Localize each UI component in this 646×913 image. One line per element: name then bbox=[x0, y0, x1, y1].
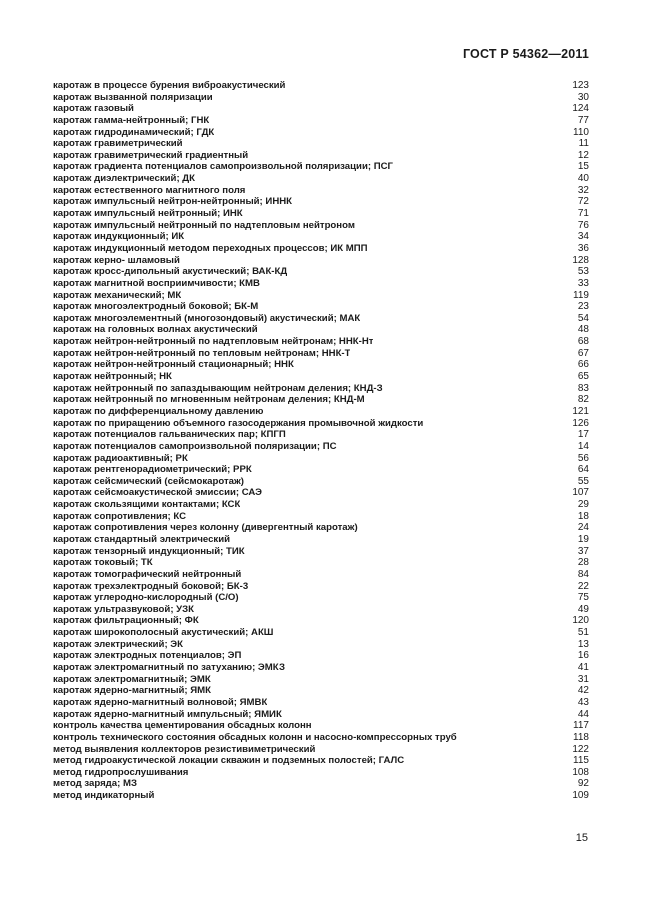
index-term: каротаж электромагнитный по затуханию; ЭМКЗ bbox=[53, 662, 285, 674]
index-entry bbox=[53, 359, 589, 371]
index-entry bbox=[53, 755, 589, 767]
index-term: каротаж индукционный методом переходных процессов; ИК МПП bbox=[53, 242, 368, 254]
index-page-ref: 29 bbox=[577, 499, 589, 511]
index-term: каротаж естественного магнитного поля bbox=[53, 184, 246, 196]
index-page-ref: 56 bbox=[577, 452, 589, 464]
index-term: каротаж трехэлектродный боковой; БК-3 bbox=[53, 580, 249, 592]
index-term: каротаж ядерно-магнитный импульсный; ЯМИК bbox=[53, 708, 282, 720]
index-entry bbox=[53, 185, 589, 197]
index-term: метод индикаторный bbox=[53, 790, 155, 802]
index-page-ref: 55 bbox=[577, 475, 589, 487]
index-entry bbox=[53, 639, 589, 651]
index-entry bbox=[53, 744, 589, 756]
index-term: каротаж диэлектрический; ДК bbox=[53, 173, 195, 185]
index-entry bbox=[53, 720, 589, 732]
index-term: каротаж многоэлектродный боковой; БК-М bbox=[53, 301, 259, 313]
index-entry bbox=[53, 255, 589, 267]
index-entry bbox=[53, 103, 589, 115]
index-page-ref: 15 bbox=[577, 161, 589, 173]
index-entry bbox=[53, 569, 589, 581]
index-page-ref: 121 bbox=[572, 405, 589, 417]
index-entry bbox=[53, 604, 589, 616]
index-page-ref: 82 bbox=[577, 394, 589, 406]
index-page-ref: 23 bbox=[577, 301, 589, 313]
index-entry bbox=[53, 301, 589, 313]
index-entry bbox=[53, 383, 589, 395]
index-term: каротаж стандартный электрический bbox=[53, 533, 231, 545]
index-page-ref: 115 bbox=[573, 755, 589, 767]
index-entry bbox=[53, 790, 589, 802]
index-entry bbox=[53, 266, 589, 278]
index-term: каротаж сейсмоакустической эмиссии; САЭ bbox=[53, 487, 262, 499]
index-page-ref: 67 bbox=[577, 347, 589, 359]
index-term: метод заряда; МЗ bbox=[53, 778, 137, 790]
index-page-ref: 76 bbox=[577, 219, 589, 231]
index-term: каротаж широкополосный акустический; АКШ bbox=[53, 627, 274, 639]
index-term: каротаж гидродинамический; ГДК bbox=[53, 126, 215, 138]
index-entry bbox=[53, 290, 589, 302]
index-page-ref: 119 bbox=[573, 289, 589, 301]
index-entry bbox=[53, 278, 589, 290]
index-term: каротаж нейтрон-нейтронный по надтепловым нейтронам; ННК-Нт bbox=[53, 336, 374, 348]
index-entry bbox=[53, 511, 589, 523]
index-entry bbox=[53, 778, 589, 790]
index-page-ref: 84 bbox=[577, 568, 589, 580]
index-entry bbox=[53, 394, 589, 406]
index-term: каротаж индукционный; ИК bbox=[53, 231, 185, 243]
index-entry bbox=[53, 208, 589, 220]
index-entry bbox=[53, 429, 589, 441]
index-entry bbox=[53, 464, 589, 476]
index-term: каротаж импульсный нейтронный; ИНК bbox=[53, 208, 243, 220]
index-page-ref: 72 bbox=[577, 196, 589, 208]
index-entry bbox=[53, 476, 589, 488]
index-entry bbox=[53, 92, 589, 104]
index-entry bbox=[53, 499, 589, 511]
index-term: каротаж рентгенорадиометрический; РРК bbox=[53, 464, 252, 476]
index-page-ref: 126 bbox=[572, 417, 589, 429]
index-page-ref: 68 bbox=[577, 336, 589, 348]
index-term: метод гидроакустической локации скважин и подземных полостей; ГАЛС bbox=[53, 755, 405, 767]
index-page-ref: 108 bbox=[572, 766, 589, 778]
index-page-ref: 92 bbox=[577, 778, 589, 790]
index-entry bbox=[53, 627, 589, 639]
index-term: каротаж импульсный нейтрон-нейтронный; ИННК bbox=[53, 196, 293, 208]
index-page-ref: 64 bbox=[577, 464, 589, 476]
index-entry bbox=[53, 441, 589, 453]
index-page-ref: 120 bbox=[572, 615, 589, 627]
index-term: метод гидропрослушивания bbox=[53, 766, 189, 778]
index-entry bbox=[53, 418, 589, 430]
index-page-ref: 30 bbox=[577, 91, 589, 103]
index-term: контроль технического состояния обсадных колонн и насосно-компрессорных труб bbox=[53, 731, 457, 743]
index-page-ref: 24 bbox=[577, 522, 589, 534]
index-page-ref: 66 bbox=[577, 359, 589, 371]
index-page-ref: 48 bbox=[577, 324, 589, 336]
index-page-ref: 123 bbox=[572, 80, 589, 91]
index-page-ref: 13 bbox=[577, 638, 589, 650]
index-page-ref: 75 bbox=[577, 592, 589, 604]
index-page-ref: 18 bbox=[577, 510, 589, 522]
index-term: каротаж нейтрон-нейтронный по тепловым нейтронам; ННК-Т bbox=[53, 347, 351, 359]
index-entry bbox=[53, 685, 589, 697]
index-entry bbox=[53, 534, 589, 546]
index-page-ref: 122 bbox=[572, 743, 589, 755]
index-page-ref: 51 bbox=[577, 627, 589, 639]
index-term: каротаж углеродно-кислородный (С/О) bbox=[53, 592, 239, 604]
index-term: каротаж импульсный нейтронный по надтепловым нейтроном bbox=[53, 219, 355, 231]
index-term: каротаж по дифференциальному давлению bbox=[53, 405, 264, 417]
index-page-ref: 43 bbox=[577, 696, 589, 708]
index-entry bbox=[53, 173, 589, 185]
index-page-ref: 118 bbox=[573, 731, 589, 743]
index-page-ref: 40 bbox=[577, 173, 589, 185]
index-page-ref: 109 bbox=[572, 790, 589, 802]
index-term: каротаж нейтронный по запаздывающим нейтронам деления; КНД-З bbox=[53, 382, 383, 394]
index-page-ref: 53 bbox=[577, 266, 589, 278]
index-term: каротаж на головных волнах акустический bbox=[53, 324, 258, 336]
index-page-ref: 65 bbox=[577, 371, 589, 383]
index-page-ref: 83 bbox=[577, 382, 589, 394]
index-page-ref: 54 bbox=[577, 312, 589, 324]
index-term: каротаж электромагнитный; ЭМК bbox=[53, 673, 211, 685]
index-entry bbox=[53, 546, 589, 558]
index-page-ref: 128 bbox=[572, 254, 589, 266]
index-entry bbox=[53, 650, 589, 662]
index-page-ref: 19 bbox=[577, 533, 589, 545]
index-entry bbox=[53, 406, 589, 418]
index-term: каротаж градиента потенциалов самопроизвольной поляризации; ПСГ bbox=[53, 161, 393, 173]
index-page-ref: 44 bbox=[577, 708, 589, 720]
index-entry bbox=[53, 324, 589, 336]
index-page-ref: 34 bbox=[577, 231, 589, 243]
index-entry bbox=[53, 581, 589, 593]
index-entry bbox=[53, 348, 589, 360]
index-entry bbox=[53, 732, 589, 744]
index-term: каротаж сопротивления; КС bbox=[53, 510, 187, 522]
index-page-ref: 31 bbox=[577, 673, 589, 685]
index-page-ref: 42 bbox=[577, 685, 589, 697]
index-entry bbox=[53, 313, 589, 325]
index-term: каротаж нейтронный; НК bbox=[53, 371, 172, 383]
index-page-ref: 77 bbox=[577, 114, 589, 126]
index-term: каротаж сопротивления через колонну (дивергентный каротаж) bbox=[53, 522, 358, 534]
index-term: каротаж томографический нейтронный bbox=[53, 568, 242, 580]
index-term: каротаж керно- шламовый bbox=[53, 254, 180, 266]
index-entry bbox=[53, 592, 589, 604]
index-term: каротаж нейтрон-нейтронный стационарный; ННК bbox=[53, 359, 294, 371]
index-entry bbox=[53, 161, 589, 173]
index-term: каротаж гравиметрический градиентный bbox=[53, 149, 249, 161]
index-page-ref: 28 bbox=[577, 557, 589, 569]
index-page-ref: 14 bbox=[577, 440, 589, 452]
index-term: каротаж ультразвуковой; УЗК bbox=[53, 603, 195, 615]
index-page-ref: 49 bbox=[577, 603, 589, 615]
index-term: каротаж электрический; ЭК bbox=[53, 638, 183, 650]
index-term: каротаж сейсмический (сейсмокаротаж) bbox=[53, 475, 244, 487]
index-term: каротаж по приращению объемного газосодержания промывочной жидкости bbox=[53, 417, 424, 429]
index-page-ref: 41 bbox=[577, 662, 589, 674]
index-page-ref: 107 bbox=[572, 487, 589, 499]
index-term: каротаж многоэлементный (многозондовый) акустический; МАК bbox=[53, 312, 361, 324]
index-entry bbox=[53, 80, 589, 92]
index-term: каротаж кросс-дипольный акустический; ВАК-КД bbox=[53, 266, 288, 278]
index-term: каротаж механический; МК bbox=[53, 289, 182, 301]
index-term: каротаж тензорный индукционный; ТИК bbox=[53, 545, 245, 557]
index-page-ref: 11 bbox=[578, 138, 589, 150]
index-term: каротаж газовый bbox=[53, 103, 134, 115]
index-page-ref: 33 bbox=[577, 277, 589, 289]
index-page-ref: 117 bbox=[573, 720, 589, 732]
index-term: каротаж гамма-нейтронный; ГНК bbox=[53, 114, 210, 126]
index-term: каротаж ядерно-магнитный; ЯМК bbox=[53, 685, 212, 697]
index-term: каротаж токовый; ТК bbox=[53, 557, 153, 569]
index-entry bbox=[53, 709, 589, 721]
index-page-ref: 71 bbox=[577, 208, 589, 220]
index-entry bbox=[53, 522, 589, 534]
index-entry bbox=[53, 767, 589, 779]
index-page-ref: 17 bbox=[577, 429, 589, 441]
index-entry bbox=[53, 243, 589, 255]
index-term: каротаж потенциалов самопроизвольной поляризации; ПС bbox=[53, 440, 337, 452]
index-term: каротаж ядерно-магнитный волновой; ЯМВК bbox=[53, 696, 268, 708]
index-page-ref: 22 bbox=[577, 580, 589, 592]
index-page-ref: 124 bbox=[572, 103, 589, 115]
index-page-ref: 32 bbox=[577, 184, 589, 196]
index-term: каротаж скользящими контактами; КСК bbox=[53, 499, 241, 511]
index-term: каротаж магнитной восприимчивости; КМВ bbox=[53, 277, 260, 289]
index-entry bbox=[53, 127, 589, 139]
index-entry bbox=[53, 487, 589, 499]
index-term: каротаж электродных потенциалов; ЭП bbox=[53, 650, 242, 662]
index-entry bbox=[53, 115, 589, 127]
index-entry bbox=[53, 196, 589, 208]
index-entry bbox=[53, 557, 589, 569]
index-entry bbox=[53, 231, 589, 243]
index-entry bbox=[53, 138, 589, 150]
term-index-list bbox=[53, 80, 589, 802]
index-term: каротаж фильтрационный; ФК bbox=[53, 615, 199, 627]
index-entry bbox=[53, 453, 589, 465]
index-term: каротаж радиоактивный; РК bbox=[53, 452, 188, 464]
index-entry bbox=[53, 371, 589, 383]
index-entry bbox=[53, 615, 589, 627]
index-page-ref: 110 bbox=[573, 126, 589, 138]
index-term: каротаж нейтронный по мгновенным нейтронам деления; КНД-М bbox=[53, 394, 365, 406]
index-entry bbox=[53, 150, 589, 162]
document-header: ГОСТ Р 54362—2011 bbox=[462, 47, 589, 61]
page-number: 15 bbox=[575, 832, 588, 844]
index-term: контроль качества цементирования обсадных колонн bbox=[53, 720, 312, 732]
index-term: каротаж потенциалов гальванических пар; КПГП bbox=[53, 429, 286, 441]
index-entry bbox=[53, 220, 589, 232]
index-page-ref: 16 bbox=[577, 650, 589, 662]
index-entry bbox=[53, 697, 589, 709]
index-entry bbox=[53, 674, 589, 686]
index-entry bbox=[53, 662, 589, 674]
index-page-ref: 36 bbox=[577, 242, 589, 254]
index-page-ref: 37 bbox=[577, 545, 589, 557]
index-term: каротаж вызванной поляризации bbox=[53, 91, 213, 103]
index-term: метод выявления коллекторов резистивиметрический bbox=[53, 743, 316, 755]
index-entry bbox=[53, 336, 589, 348]
index-term: каротаж гравиметрический bbox=[53, 138, 183, 150]
index-term: каротаж в процессе бурения виброакустический bbox=[53, 80, 286, 91]
index-page-ref: 12 bbox=[577, 149, 589, 161]
